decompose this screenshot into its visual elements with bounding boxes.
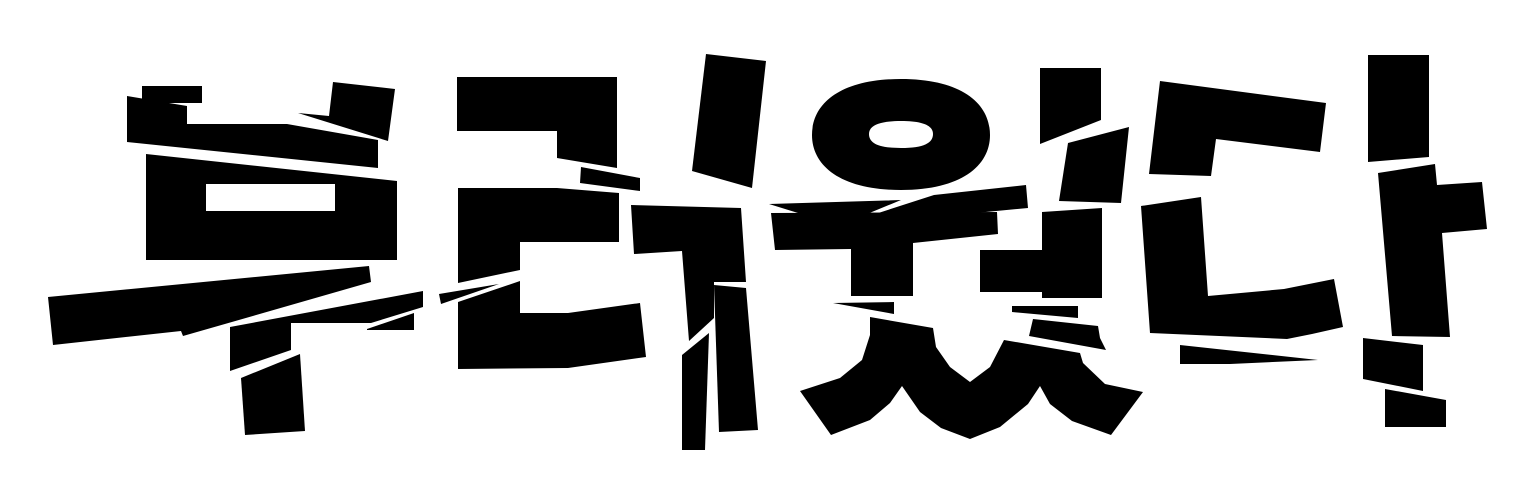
syllable-wot: [769, 68, 1143, 439]
syllable-bu: [48, 82, 499, 435]
syllable-reo: [457, 54, 766, 450]
syllable-da: [1141, 55, 1487, 427]
